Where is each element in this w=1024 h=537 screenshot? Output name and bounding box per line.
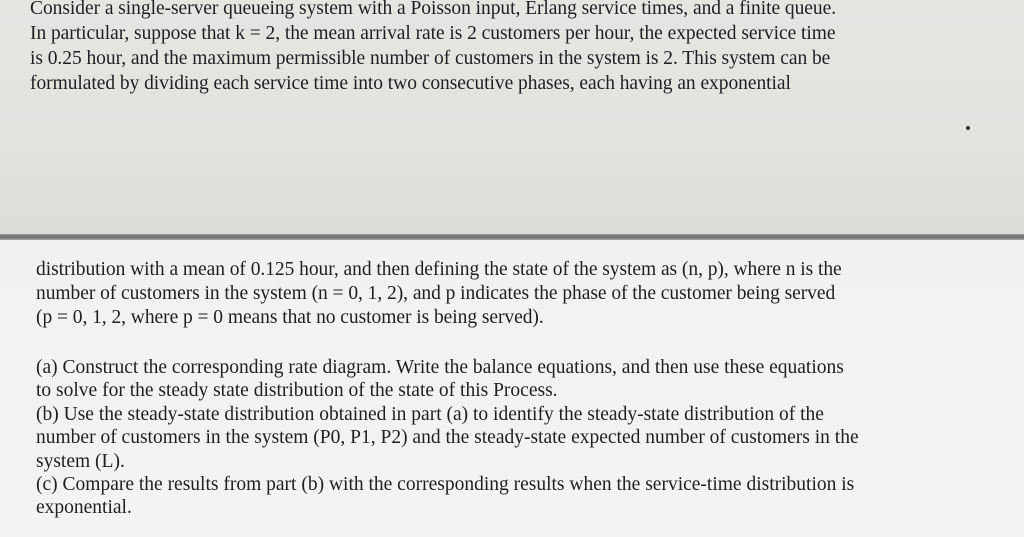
- question-a-line-1: (a) Construct the corresponding rate diagram. Write the balance equations, and then use these equations: [36, 357, 844, 378]
- question-b: [36, 403, 986, 473]
- question-c-line-2: exponential.: [36, 497, 132, 519]
- question-a-line-2: to solve for the steady state distribution of the state of this Process.: [36, 380, 558, 402]
- question-b-line-3: system (L).: [36, 450, 125, 472]
- intro-line-1: Consider a single-server queueing system with a Poisson input, Erlang service times, and a finite queue.: [30, 0, 837, 19]
- continuation-line-1: distribution with a mean of 0.125 hour, and then defining the state of the system as (n, p), where n is the: [36, 259, 842, 280]
- intro-line-4: formulated by dividing each service time into two consecutive phases, each having an exponential: [30, 73, 791, 94]
- intro-line-3: is 0.25 hour, and the maximum permissible number of customers in the system is 2. This system can be: [30, 48, 831, 69]
- paper-speck: [966, 126, 970, 130]
- questions-block: [36, 356, 986, 520]
- question-c-line-1: (c) Compare the results from part (b) with the corresponding results when the service-time distribution is: [36, 474, 855, 496]
- question-a: [36, 356, 986, 403]
- problem-continuation-paragraph: [36, 258, 986, 330]
- question-c: [36, 473, 986, 520]
- question-b-line-1: (b) Use the steady-state distribution obtained in part (a) to identify the steady-state distribution of the: [36, 403, 824, 425]
- problem-intro-paragraph: [30, 0, 990, 96]
- continuation-line-3: (p = 0, 1, 2, where p = 0 means that no customer is being served).: [36, 307, 544, 328]
- question-b-line-2: number of customers in the system (P0, P1, P2) and the steady-state expected number of customers in the: [36, 427, 859, 449]
- intro-line-2: In particular, suppose that k = 2, the mean arrival rate is 2 customers per hour, the expected service time: [30, 23, 836, 44]
- continuation-line-2: number of customers in the system (n = 0, 1, 2), and p indicates the phase of the customer being served: [36, 283, 836, 304]
